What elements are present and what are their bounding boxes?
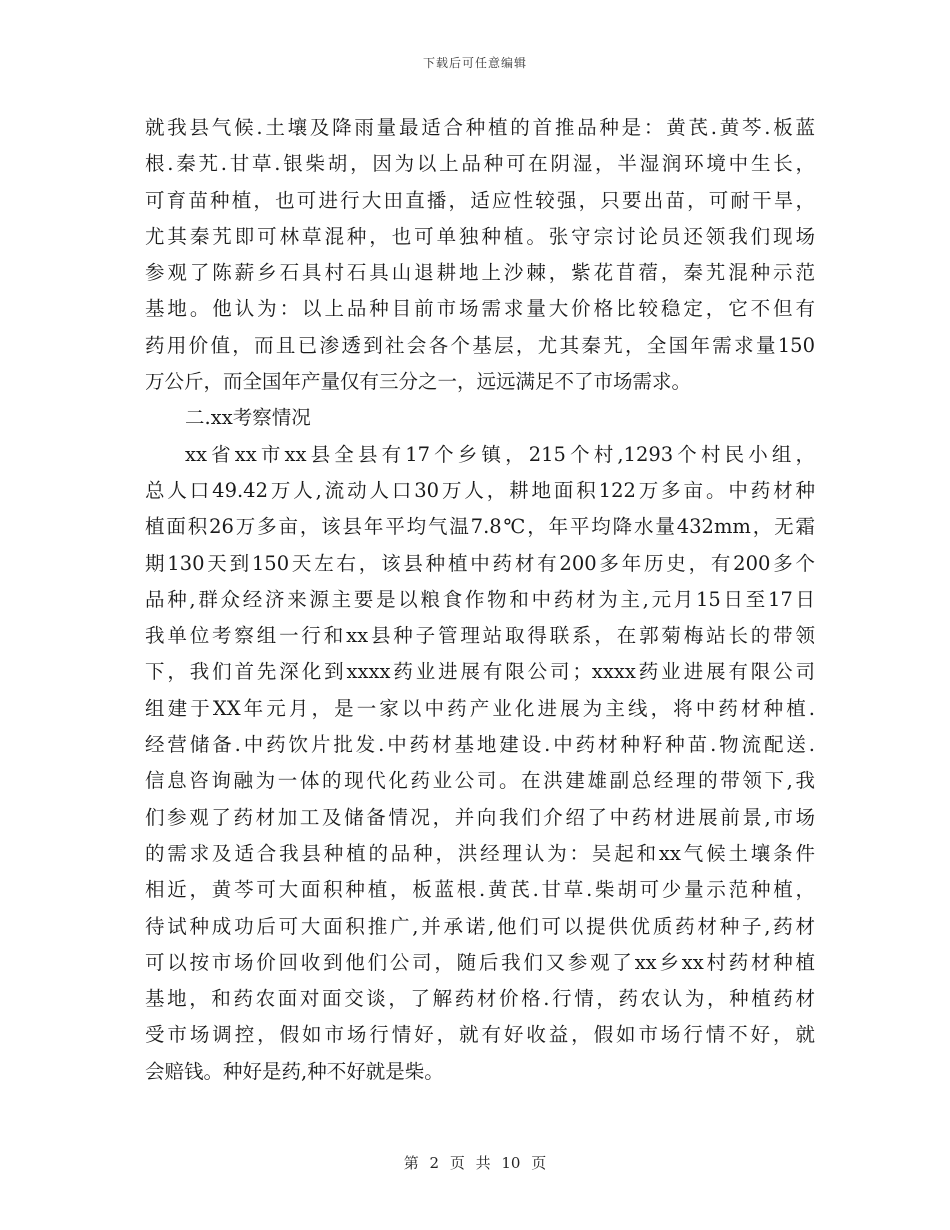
text-line: 植面积26万多亩，该县年平均气温7.8℃，年平均降水量432mm，无霜 <box>145 515 815 539</box>
text-line: 我单位考察组一行和xx县种子管理站取得联系，在郭菊梅站长的带领 <box>145 624 815 648</box>
text-line: 会赔钱。种好是药,种不好就是柴。 <box>145 1059 444 1083</box>
text-line: 参观了陈薪乡石具村石具山退耕地上沙棘，紫花苜蓿，秦艽混种示范 <box>145 261 815 285</box>
text-line: 药用价值，而且已渗透到社会各个基层，尤其秦艽，全国年需求量150 <box>145 333 815 357</box>
text-line: 待试种成功后可大面积推广,并承诺,他们可以提供优质药材种子,药材 <box>145 914 815 938</box>
text-line: 根.秦艽.甘草.银柴胡，因为以上品种可在阴湿，半湿润环境中生长， <box>145 152 815 176</box>
text-line: 组建于XX年元月，是一家以中药产业化进展为主线，将中药材种植. <box>145 696 815 720</box>
text-line: 万公斤，而全国年产量仅有三分之一，远远满足不了市场需求。 <box>145 370 692 394</box>
text-line: 相近，黄芩可大面积种植，板蓝根.黄芪.甘草.柴胡可少量示范种植， <box>145 878 815 902</box>
text-line: 经营储备.中药饮片批发.中药材基地建设.中药材种籽种苗.物流配送. <box>145 733 815 757</box>
text-line: xx省xx市xx县全县有17个乡镇，215个村,1293个村民小组， <box>185 442 815 466</box>
page-footer: 第 2 页 共 10 页 <box>403 1154 547 1172</box>
text-line: 基地，和药农面对面交谈，了解药材价格.行情，药农认为，种植药材 <box>145 987 815 1011</box>
text-line: 基地。他认为：以上品种目前市场需求量大价格比较稳定，它不但有 <box>145 297 815 321</box>
text-line: 的需求及适合我县种植的品种，洪经理认为：吴起和xx气候土壤条件 <box>145 841 815 865</box>
text-line: 可育苗种植，也可进行大田直播，适应性较强，只要出苗，可耐干旱， <box>145 188 815 212</box>
text-line: 尤其秦艽即可林草混种，也可单独种植。张守宗讨论员还领我们现场 <box>145 224 815 248</box>
section-heading: 二.xx考察情况 <box>185 406 311 430</box>
text-line: 就我县气候.土壤及降雨量最适合种植的首推品种是：黄芪.黄芩.板蓝 <box>145 116 815 139</box>
page-header: 下载后可任意编辑 <box>422 56 527 70</box>
text-line: 下，我们首先深化到xxxx药业进展有限公司；xxxx药业进展有限公司 <box>145 660 815 684</box>
body-text <box>145 110 815 1090</box>
text-line: 期130天到150天左右，该县种植中药材有200多年历史，有200多个 <box>145 551 815 575</box>
text-line: 信息咨询融为一体的现代化药业公司。在洪建雄副总经理的带领下,我 <box>145 769 815 793</box>
text-line: 们参观了药材加工及储备情况，并向我们介绍了中药材进展前景,市场 <box>145 805 815 829</box>
text-line: 可以按市场价回收到他们公司，随后我们又参观了xx乡xx村药材种植 <box>145 950 815 974</box>
text-line: 总人口49.42万人,流动人口30万人，耕地面积122万多亩。中药材种 <box>145 478 815 502</box>
text-line: 品种,群众经济来源主要是以粮食作物和中药材为主,元月15日至17日 <box>145 587 815 611</box>
text-line: 受市场调控，假如市场行情好，就有好收益，假如市场行情不好，就 <box>145 1023 815 1047</box>
